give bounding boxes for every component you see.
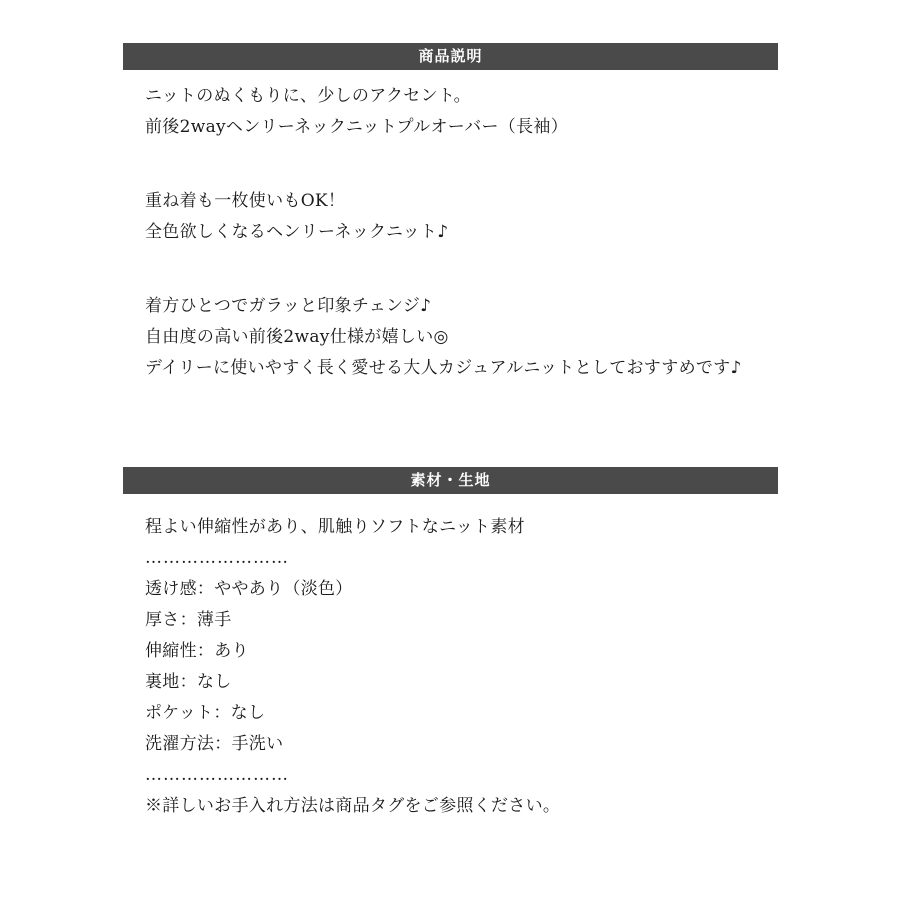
description-spacer: [145, 248, 742, 291]
description-line: 着方ひとつでガラッと印象チェンジ♪: [145, 296, 432, 316]
dotted-divider: ……………………: [145, 548, 289, 568]
care-note: ※詳しいお手入れ方法は商品タグをご参照ください。: [145, 796, 561, 816]
spec-transparency: 透け感：ややあり（淡色）: [145, 579, 353, 599]
spec-lining: 裏地：なし: [145, 672, 232, 692]
spec-stretch: 伸縮性：あり: [145, 641, 249, 661]
material-summary: 程よい伸縮性があり、肌触りソフトなニット素材: [145, 517, 525, 537]
spec-washing: 洗濯方法：手洗い: [145, 734, 284, 754]
description-line: 前後2wayヘンリーネックニットプルオーバー（長袖）: [145, 117, 568, 137]
description-line: 全色欲しくなるヘンリーネックニット♪: [145, 222, 449, 242]
material-fabric-body: [145, 512, 560, 822]
description-line: デイリーに使いやすく長く愛せる大人カジュアルニットとしておすすめです♪: [145, 358, 742, 378]
product-description-body: [145, 81, 742, 384]
description-line: 自由度の高い前後2way仕様が嬉しい◎: [145, 327, 449, 347]
dotted-divider: ……………………: [145, 765, 289, 785]
product-description-header: 商品説明: [123, 43, 778, 70]
description-line: 重ね着も一枚使いもOK！: [145, 191, 346, 211]
description-spacer: [145, 143, 742, 186]
material-fabric-header: 素材・生地: [123, 467, 778, 494]
spec-pocket: ポケット：なし: [145, 703, 266, 723]
spec-thickness: 厚さ：薄手: [145, 610, 232, 630]
description-line: ニットのぬくもりに、少しのアクセント。: [145, 86, 471, 106]
